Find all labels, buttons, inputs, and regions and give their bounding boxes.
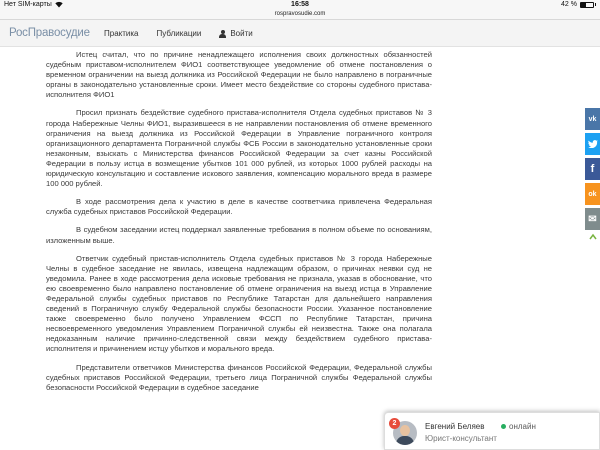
facebook-icon: f — [590, 163, 595, 175]
status-right — [561, 1, 596, 8]
site-logo[interactable]: РосПравосудие — [9, 27, 90, 39]
nav-practice-label[interactable]: Практика — [104, 29, 139, 38]
carrier-label: Нет SIM-карты — [4, 1, 52, 8]
unread-badge: 2 — [389, 418, 400, 429]
nav-publications-label[interactable]: Публикации — [156, 29, 202, 38]
user-icon[interactable] — [219, 30, 226, 38]
battery-tip — [595, 3, 596, 6]
nav-login[interactable] — [219, 29, 252, 38]
plus-share-icon — [589, 233, 597, 241]
article-body — [46, 50, 432, 401]
facebook-share-button[interactable] — [585, 158, 600, 180]
battery-level — [581, 3, 586, 7]
nav-publications[interactable] — [157, 29, 202, 38]
paragraph: Просил признать бездействие судебного пристава-исполнителя Отдела судебных приставов № 3 города Набережные Челны ФИО1, выразившееся в не направлении постановления об отмене временного ограничения на выезд должника из Российской Федерации в Управление пограничного контроля организационного департамента Пограничной службы ФСБ России в законодательно установленные сроки незаконным, взыскать с Министерства финансов Российской Федерации за счет казны Российской Федерации в пользу истца в возмещение убытков 101 000 рублей, из которых 1000 рублей расходы на юридическую консультацию и составление искового заявления, компенсацию морального вреда в размере 100 000 рублей. — [46, 108, 432, 189]
agent-name: Евгений Беляев — [425, 422, 485, 431]
vk-share-button[interactable] — [585, 108, 600, 130]
paragraph: В судебном заседании истец поддержал заявленные требования в полном объеме по основаниям, изложенным выше. — [46, 225, 432, 245]
odnoklassniki-share-button[interactable] — [585, 183, 600, 205]
social-share-bar — [585, 108, 600, 241]
chat-widget[interactable] — [384, 412, 600, 450]
agent-role: Юрист-консультант — [425, 434, 497, 443]
online-status — [501, 422, 536, 431]
url-text[interactable]: rospravosudie.com — [274, 11, 326, 17]
twitter-icon — [588, 140, 598, 148]
paragraph: Ответчик судебный пристав-исполнитель Отдела судебных приставов № 3 города Набережные Челны в судебное заседание не явилась, извещена надлежащим образом, о причинах неявки суд не уведомила. Ранее в ходе рассмотрения дела исковые требования не признала, указав в обоснование, что ею своевременно было направлено постановление об отмене ограничения на выезд истца в Управление Федеральной службы судебных приставов по Республике Татарстан для дальнейшего направления сведений в Пограничную службу Федеральной службы безопасности России. Указанное постановление также своевременно было получено Управлением ФССП по Республике Татарстан, причина несвоевременного уведомления Управлением Пограничной службы ей неизвестна. Также она полагала недоказанным наличие причинно-следственной связи между бездействием судебного пристава-исполнителя и причинением истцу убытков и морального вреда. — [46, 253, 432, 354]
ios-status-bar — [0, 0, 600, 11]
nav-practice[interactable] — [104, 29, 139, 38]
site-header — [0, 20, 600, 47]
odnoklassniki-icon: ok — [588, 190, 597, 198]
main-nav — [104, 29, 271, 38]
twitter-share-button[interactable] — [585, 133, 600, 155]
paragraph: Истец считал, что по причине ненадлежащего исполнения своих должностных обязанностей судебным приставом-исполнителем ФИО1 соответствующее уведомление об отмене постановления о временном ограничении на выезд должника из Российской Федерации не было направлено в пограничные органы в законодательно установленные сроки. Имеет место бездействие со стороны судебного пристава-исполнителя ФИО1 — [46, 50, 432, 100]
vk-icon: vk — [588, 115, 597, 123]
paragraph: Представители ответчиков Министерства финансов Российской Федерации, Федеральной службы судебных приставов Российской Федерации, третьего лица Пограничной службы Федеральной службы безопасности Российской Федерации в судебное заседание — [46, 362, 432, 392]
online-status-label: онлайн — [509, 422, 536, 431]
clock: 16:58 — [291, 1, 309, 8]
email-icon: ✉ — [588, 213, 597, 225]
battery-percent: 42 % — [561, 1, 577, 8]
battery-icon — [580, 2, 594, 8]
share-more-icon[interactable] — [585, 233, 600, 241]
nav-login-label[interactable]: Войти — [230, 29, 253, 38]
email-share-button[interactable] — [585, 208, 600, 230]
paragraph: В ходе рассмотрения дела к участию в деле в качестве соответчика привлечена Федеральная служба судебных приставов Российской Федерации. — [46, 197, 432, 217]
browser-url-bar[interactable] — [0, 11, 600, 20]
online-dot-icon — [501, 424, 506, 429]
